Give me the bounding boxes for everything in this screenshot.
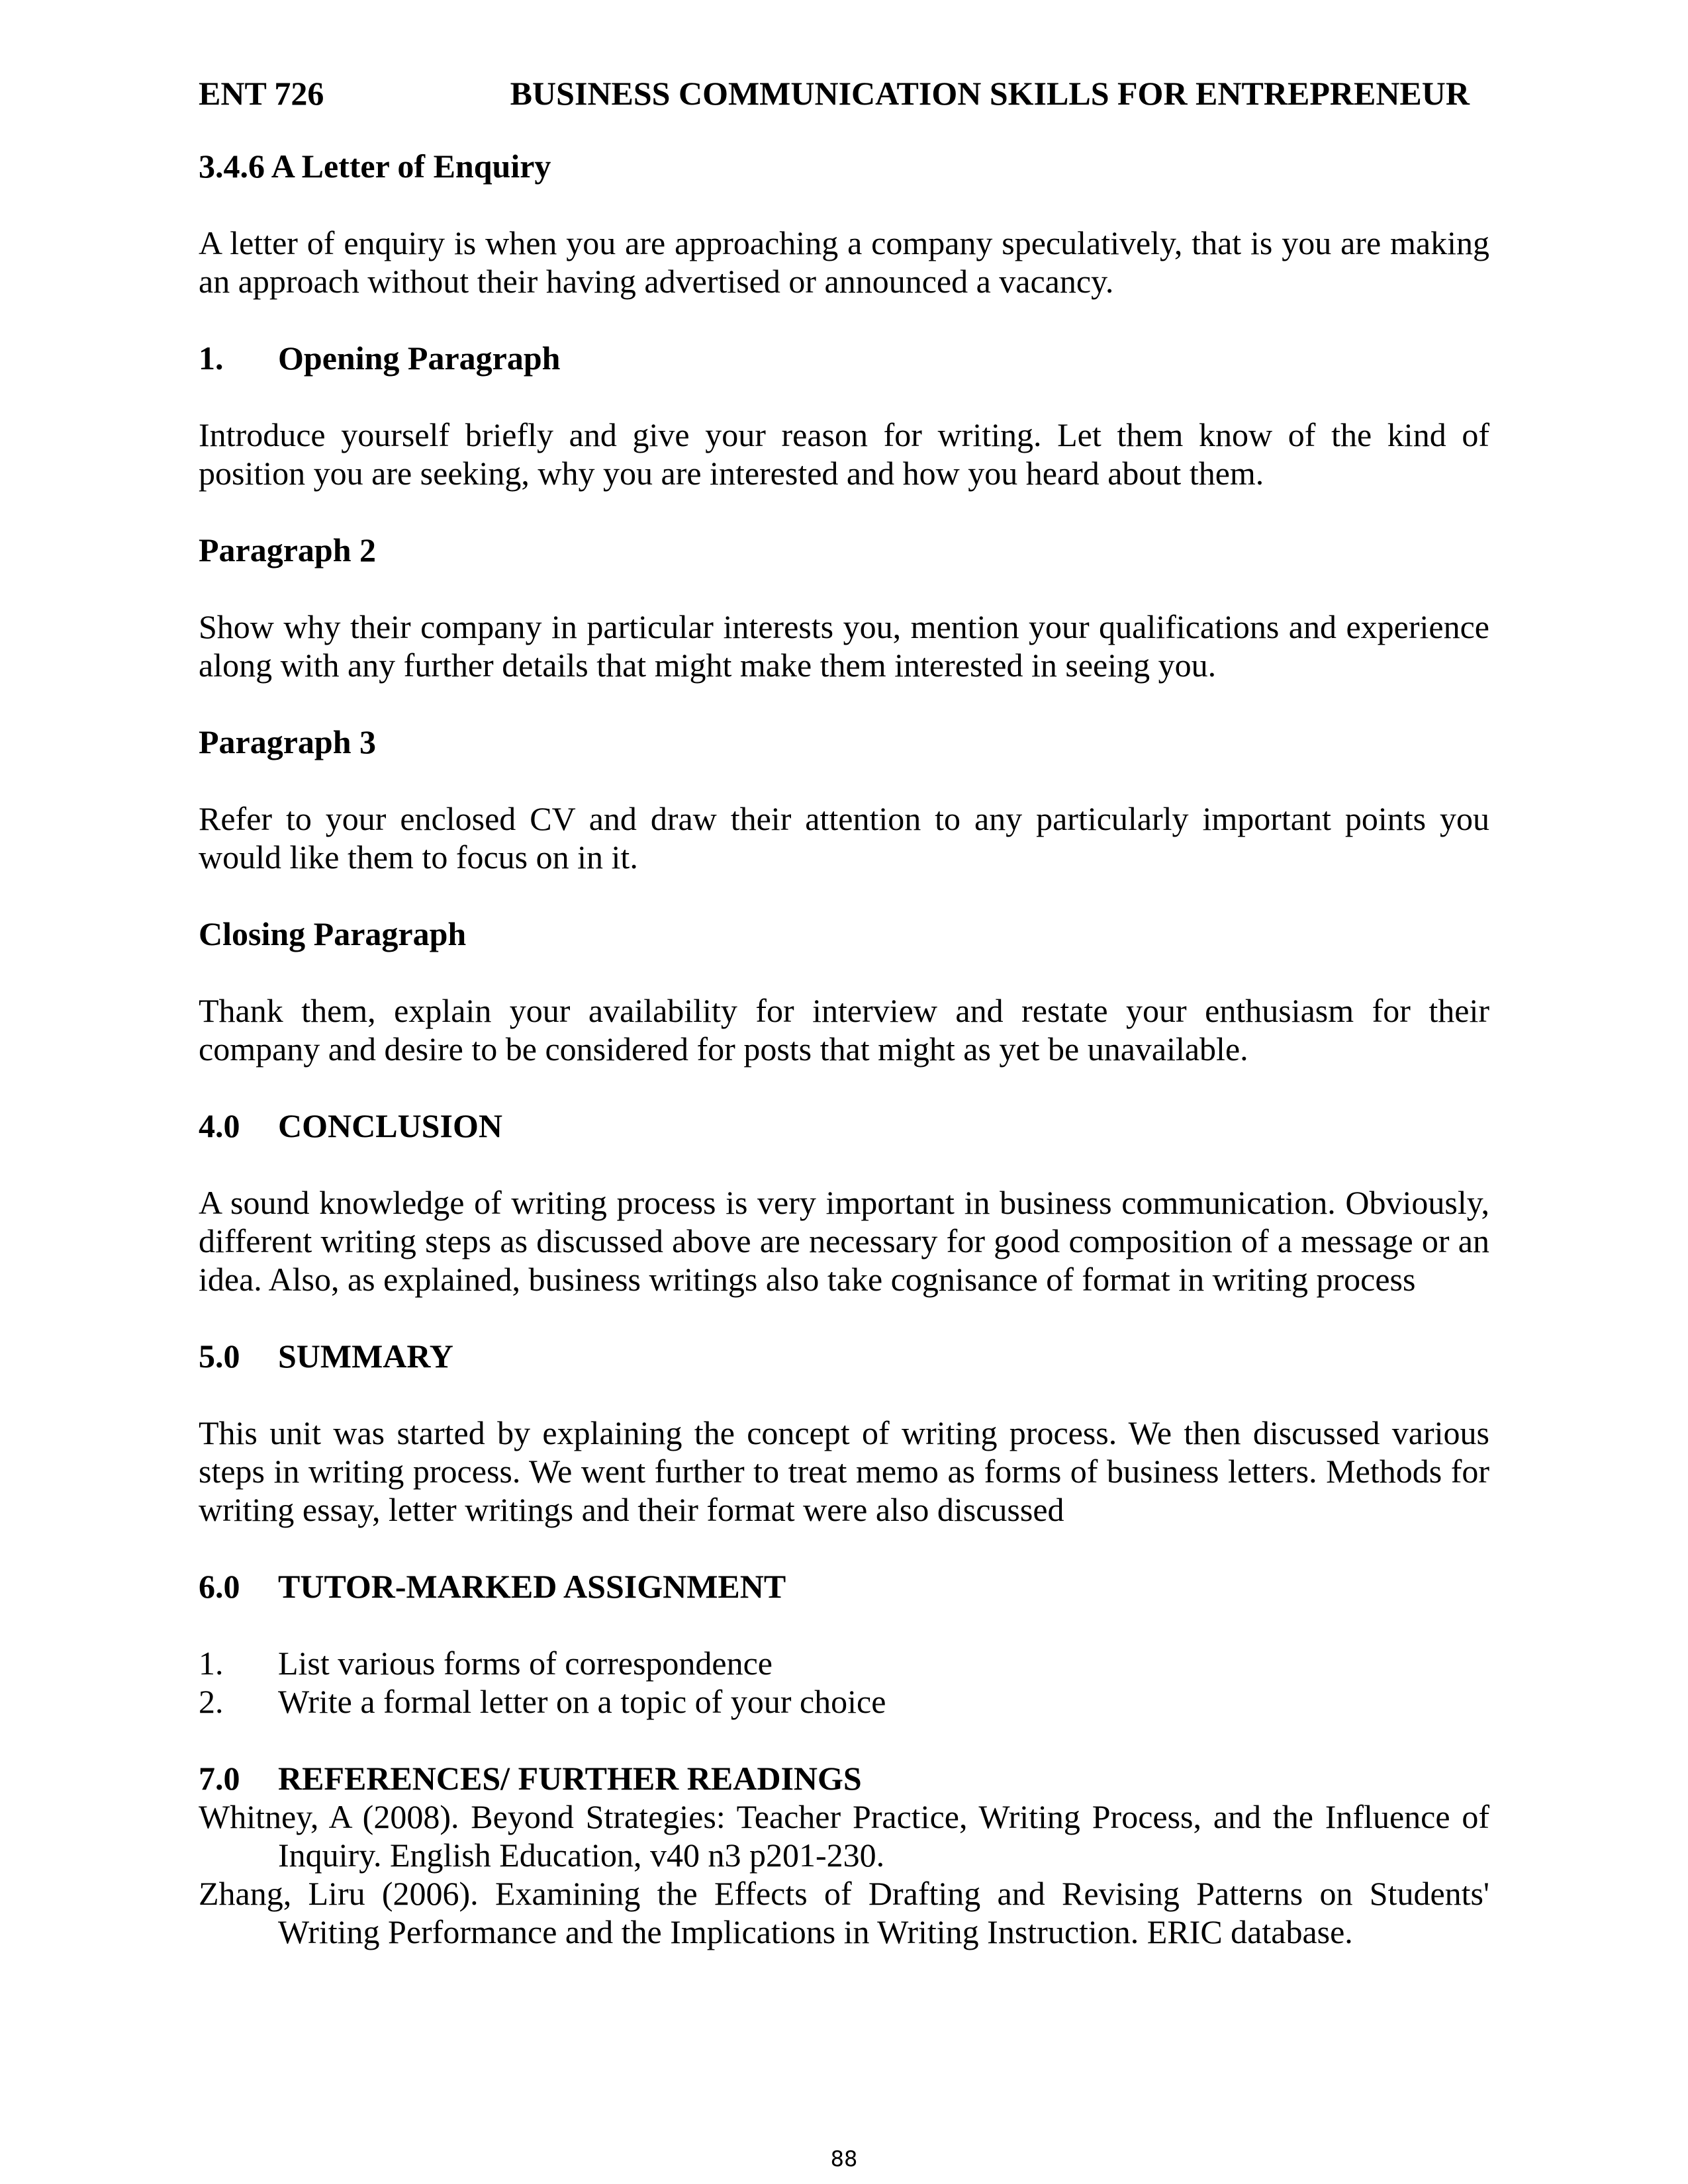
references-number: 7.0 [199,1760,240,1797]
closing-paragraph-heading: Closing Paragraph [199,915,467,952]
summary-text: This unit was started by explaining the concept of writing process. We then discussed various steps in writing process. We went further to treat memo as forms of business letters. Methods for writing essay, letter writings and their format were also discussed [199,1414,1489,1528]
closing-paragraph-text: Thank them, explain your availability for interview and restate your enthusiasm for their company and desire to be considered for posts that might as yet be unavailable. [199,992,1489,1068]
page-content [199,147,1489,1951]
conclusion-heading-text: CONCLUSION [278,1107,502,1144]
running-header [199,74,1489,120]
assignment-number: 6.0 [199,1568,240,1605]
paragraph-3-text: Refer to your enclosed CV and draw their attention to any particularly important points you would like them to focus on in it. [199,800,1489,876]
summary-heading [199,1337,1489,1375]
references-heading-text: REFERENCES/ FURTHER READINGS [278,1760,862,1797]
reference-entry: Whitney, A (2008). Beyond Strategies: Teacher Practice, Writing Process, and the Influence of Inquiry. English Education, v40 n3 p201-230. [199,1798,1489,1874]
course-code: ENT 726 [199,75,324,112]
list-item-number: 2. [199,1683,224,1720]
summary-heading-text: SUMMARY [278,1338,453,1375]
page-number: 88 [830,2146,858,2171]
conclusion-number: 4.0 [199,1107,240,1144]
section-title-3-4-6: 3.4.6 A Letter of Enquiry [199,148,551,185]
list-item-text: List various forms of correspondence [278,1645,773,1682]
references-heading [199,1759,1489,1797]
reference-entry: Zhang, Liru (2006). Examining the Effects of Drafting and Revising Patterns on Students' Writing Performance and the Implications in Writing Instruction. ERIC database. [199,1875,1489,1950]
opening-heading-text: Opening Paragraph [278,340,561,377]
conclusion-heading [199,1107,1489,1145]
opening-number: 1. [199,340,224,377]
opening-paragraph-heading [199,339,1489,377]
assignment-heading [199,1567,1489,1606]
paragraph-2-text: Show why their company in particular interests you, mention your qualifications and experience along with any further details that might make them interested in seeing you. [199,608,1489,684]
summary-number: 5.0 [199,1338,240,1375]
list-item [199,1682,1489,1721]
conclusion-text: A sound knowledge of writing process is very important in business communication. Obviously, different writing steps as discussed above are necessary for good composition of a message or an idea. Also, as explained, business writings also take cognisance of format in writing process [199,1184,1489,1298]
course-title: BUSINESS COMMUNICATION SKILLS FOR ENTREPRENEUR [510,75,1470,112]
paragraph-3-heading: Paragraph 3 [199,723,377,760]
opening-paragraph-text: Introduce yourself briefly and give your reason for writing. Let them know of the kind of position you are seeking, why you are interested and how you heard about them. [199,416,1489,492]
list-item-number: 1. [199,1645,224,1682]
paragraph-2-heading: Paragraph 2 [199,531,377,569]
list-item-text: Write a formal letter on a topic of your choice [278,1683,886,1720]
assignment-heading-text: TUTOR-MARKED ASSIGNMENT [278,1568,786,1605]
assignment-list [199,1644,1489,1721]
enquiry-intro: A letter of enquiry is when you are approaching a company speculatively, that is you are making an approach without their having advertised or announced a vacancy. [199,224,1489,300]
list-item [199,1644,1489,1682]
